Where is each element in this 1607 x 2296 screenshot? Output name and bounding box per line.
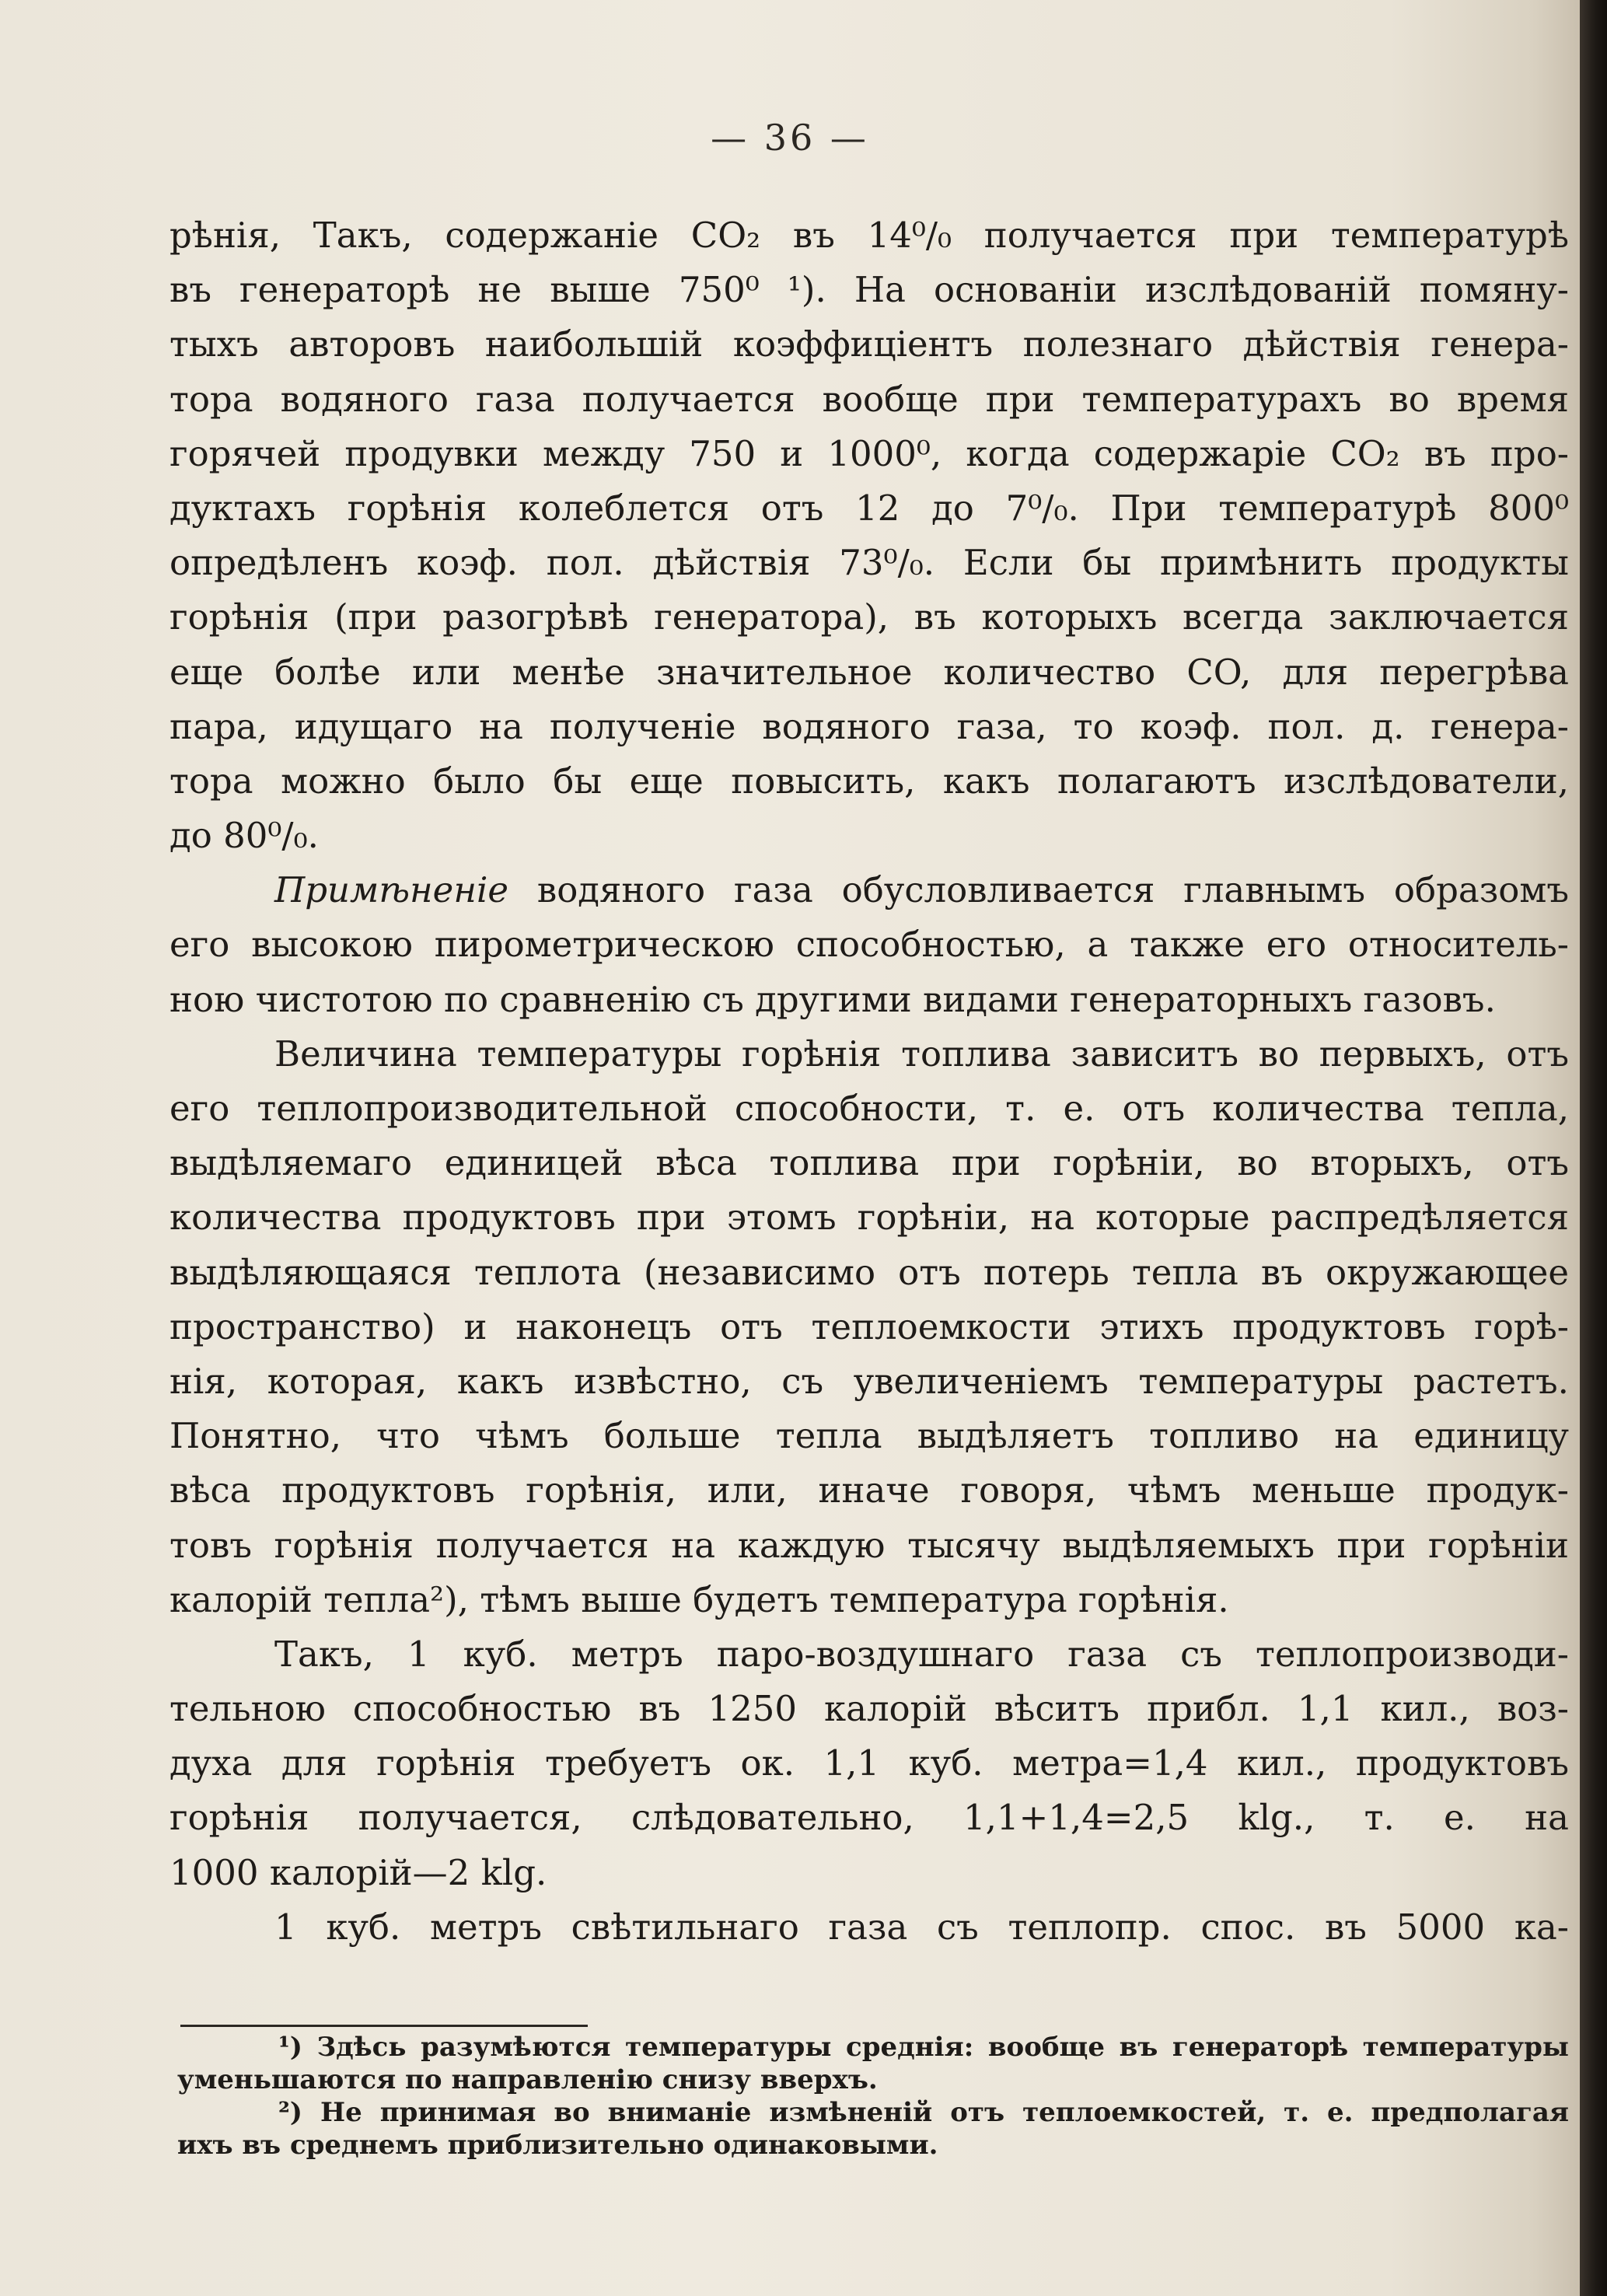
text-line: ною чистотою по сравненію съ другими видами генераторныхъ газовъ.: [169, 978, 1496, 1020]
emphasized-term: Примѣненіе: [274, 869, 508, 911]
text-line: товъ горѣнія получается на каждую тысячу выдѣляемыхъ при горѣніи: [169, 1524, 1569, 1566]
text-line: горѣнія получается, слѣдовательно, 1,1+1,4=2,5 klg., т. е. на: [169, 1797, 1569, 1839]
footnote-line: уменьшаются по направленію снизу вверхъ.: [177, 2064, 878, 2095]
text-line: тельною способностью въ 1250 калорій вѣситъ прибл. 1,1 кил., воз-: [169, 1688, 1569, 1730]
text-line: его высокою пирометрическою способностью, а также его относитель-: [169, 924, 1569, 966]
text-line: въ генераторѣ не выше 750⁰ ¹). На основаніи изслѣдованій помяну-: [169, 269, 1569, 311]
text-line: тыхъ авторовъ наибольшій коэффиціентъ полезнаго дѣйствія генера-: [169, 323, 1569, 365]
paragraph-start-line: [169, 863, 1569, 917]
text-line: опредѣленъ коэф. пол. дѣйствія 73⁰/₀. Если бы примѣнить продукты: [169, 542, 1569, 584]
text-line: пара, идущаго на полученіе водяного газа, то коэф. пол. д. генера-: [169, 705, 1569, 747]
text-line: еще болѣе или менѣе значительное количество CO, для перегрѣва: [169, 651, 1569, 693]
text-line: выдѣляемаго единицей вѣса топлива при горѣніи, во вторыхъ, отъ: [169, 1142, 1569, 1184]
footnote-line: ²) Не принимая во вниманіе измѣненій отъ теплоемкостей, т. е. предполагая: [278, 2097, 1569, 2128]
text-line: нія, которая, какъ извѣстно, съ увеличеніемъ температуры растетъ.: [169, 1360, 1569, 1402]
footnote-line: ихъ въ среднемъ приблизительно одинаковыми.: [177, 2130, 938, 2161]
text-line: тора водяного газа получается вообще при температурахъ во время: [169, 378, 1569, 420]
text-line: его теплопроизводительной способности, т. е. отъ количества тепла,: [169, 1088, 1569, 1129]
text-line: калорій тепла²), тѣмъ выше будетъ температура горѣнія.: [169, 1578, 1229, 1620]
text-line: вѣса продуктовъ горѣнія, или, иначе говоря, чѣмъ меньше продук-: [169, 1470, 1569, 1511]
body-text: [169, 208, 1569, 1955]
text-line: Величина температуры горѣнія топлива зависитъ во первыхъ, отъ: [274, 1033, 1569, 1075]
text-line: Понятно, что чѣмъ больше тепла выдѣляетъ топливо на единицу: [169, 1415, 1569, 1457]
text-line: до 80⁰/₀.: [169, 815, 319, 857]
text-line: рѣнія, Такъ, содержаніе CO₂ въ 14⁰/₀ получается при температурѣ: [169, 215, 1569, 256]
text-line: выдѣляющаяся теплота (независимо отъ потерь тепла въ окружающее: [169, 1251, 1569, 1293]
footnote-divider: [180, 2025, 588, 2027]
text-line-rest: водяного газа обусловливается главнымъ образомъ: [508, 869, 1569, 911]
text-line: дуктахъ горѣнія колеблется отъ 12 до 7⁰/₀. При температурѣ 800⁰: [169, 487, 1569, 529]
text-line: 1000 калорій—2 klg.: [169, 1851, 547, 1893]
footnotes: [177, 2031, 1569, 2161]
text-line: горѣнія (при разогрѣвѣ генератора), въ которыхъ всегда заключается: [169, 596, 1569, 638]
book-spine-shadow: [1580, 0, 1607, 2296]
text-line: духа для горѣнія требуетъ ок. 1,1 куб. метра=1,4 кил., продуктовъ: [169, 1742, 1569, 1784]
footnote-line: ¹) Здѣсь разумѣются температуры среднія: вообще въ генераторѣ температуры: [278, 2032, 1569, 2063]
text-line: пространство) и наконецъ отъ теплоемкости этихъ продуктовъ горѣ-: [169, 1305, 1569, 1347]
text-line: 1 куб. метръ свѣтильнаго газа съ теплопр. спос. въ 5000 ка-: [274, 1906, 1569, 1948]
text-line: тора можно было бы еще повысить, какъ полагаютъ изслѣдователи,: [169, 760, 1569, 802]
text-line: Такъ, 1 куб. метръ паро-воздушнаго газа съ теплопроизводи-: [274, 1633, 1569, 1675]
text-line: горячей продувки между 750 и 1000⁰, когда содержаріе CO₂ въ про-: [169, 432, 1569, 474]
text-line: количества продуктовъ при этомъ горѣніи, на которые распредѣляется: [169, 1197, 1569, 1239]
page-number: — 36 —: [711, 117, 869, 159]
